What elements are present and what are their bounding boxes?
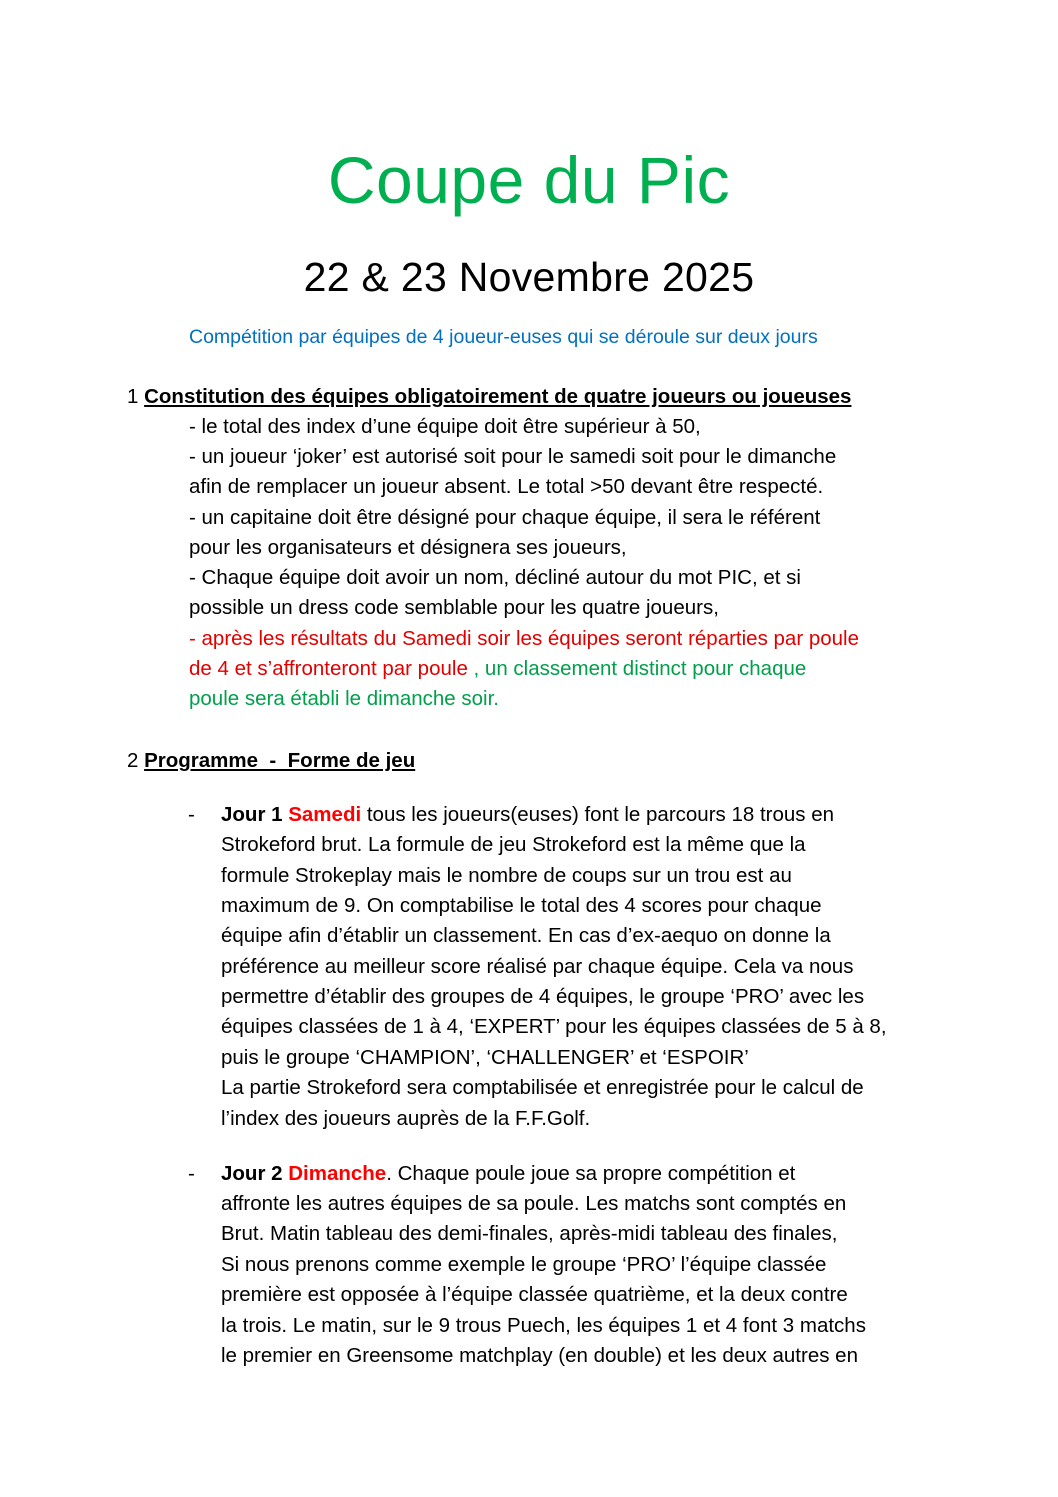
- section-1-line: - Chaque équipe doit avoir un nom, décliné autour du mot PIC, et si: [189, 566, 801, 589]
- alert-text: de 4 et s’affronteront par poule: [189, 657, 468, 680]
- day-1-line: puis le groupe ‘CHAMPION’, ‘CHALLENGER’ et ‘ESPOIR’: [221, 1046, 749, 1069]
- day-1-line: équipes classées de 1 à 4, ‘EXPERT’ pour les équipes classées de 5 à 8,: [221, 1015, 887, 1038]
- day-1-line: permettre d’établir des groupes de 4 équipes, le groupe ‘PRO’ avec les: [221, 985, 865, 1008]
- day-1-line: l’index des joueurs auprès de la F.F.Golf.: [221, 1107, 591, 1130]
- section-1-line: possible un dress code semblable pour les quatre joueurs,: [189, 596, 719, 619]
- section-2-heading: [127, 746, 415, 776]
- section-1-heading: [127, 382, 851, 412]
- section-number: 1: [127, 385, 139, 408]
- day-name: Samedi: [288, 803, 362, 826]
- day-1-line: maximum de 9. On comptabilise le total des 4 scores pour chaque: [221, 894, 822, 917]
- section-1-note-line: poule sera établi le dimanche soir.: [189, 687, 499, 710]
- day-1-first-line: [221, 800, 834, 830]
- section-1-mixed-line: [189, 654, 806, 684]
- section-1-line: afin de remplacer un joueur absent. Le total >50 devant être respecté.: [189, 475, 824, 498]
- day-2-line: la trois. Le matin, sur le 9 trous Puech, les équipes 1 et 4 font 3 matchs: [221, 1314, 866, 1337]
- day-1-line: préférence au meilleur score réalisé par chaque équipe. Cela va nous: [221, 955, 854, 978]
- day-2-line: première est opposée à l’équipe classée quatrième, et la deux contre: [221, 1283, 848, 1306]
- subtitle: Compétition par équipes de 4 joueur-euses qui se déroule sur deux jours: [189, 326, 818, 348]
- section-1-line: - le total des index d’une équipe doit être supérieur à 50,: [189, 415, 701, 438]
- event-date: 22 & 23 Novembre 2025: [303, 254, 755, 300]
- section-1-line: - un joueur ‘joker’ est autorisé soit pour le samedi soit pour le dimanche: [189, 445, 837, 468]
- day-1-line: équipe afin d’établir un classement. En cas d’ex-aequo on donne la: [221, 924, 831, 947]
- day-2-first-line: [221, 1159, 795, 1189]
- section-heading-text: Constitution des équipes obligatoirement de quatre joueurs ou joueuses: [144, 385, 852, 408]
- day-name: Dimanche: [288, 1162, 387, 1185]
- day-text: tous les joueurs(euses) font le parcours 18 trous en: [361, 803, 835, 826]
- day-2-line: Brut. Matin tableau des demi-finales, après-midi tableau des finales,: [221, 1222, 838, 1245]
- bullet-dash: -: [188, 1162, 195, 1185]
- bullet-dash: -: [188, 803, 195, 826]
- day-1-line: formule Strokeplay mais le nombre de coups sur un trou est au: [221, 864, 792, 887]
- day-2-line: affronte les autres équipes de sa poule. Les matchs sont comptés en: [221, 1192, 847, 1215]
- section-number: 2: [127, 749, 139, 772]
- day-2-line: Si nous prenons comme exemple le groupe ‘PRO’ l’équipe classée: [221, 1253, 827, 1276]
- section-1-line: - un capitaine doit être désigné pour chaque équipe, il sera le référent: [189, 506, 821, 529]
- section-heading-text: Programme - Forme de jeu: [144, 749, 416, 772]
- section-1-line: pour les organisateurs et désignera ses joueurs,: [189, 536, 627, 559]
- day-1-line: Strokeford brut. La formule de jeu Strokeford est la même que la: [221, 833, 806, 856]
- day-label: Jour 1: [221, 803, 283, 826]
- day-2-line: le premier en Greensome matchplay (en double) et les deux autres en: [221, 1344, 858, 1367]
- day-label: Jour 2: [221, 1162, 283, 1185]
- day-1-line: La partie Strokeford sera comptabilisée et enregistrée pour le calcul de: [221, 1076, 864, 1099]
- section-1-alert-line: - après les résultats du Samedi soir les équipes seront réparties par poule: [189, 627, 860, 650]
- document-title: Coupe du Pic: [327, 143, 731, 217]
- day-text: . Chaque poule joue sa propre compétition et: [386, 1162, 796, 1185]
- note-text: , un classement distinct pour chaque: [467, 657, 807, 680]
